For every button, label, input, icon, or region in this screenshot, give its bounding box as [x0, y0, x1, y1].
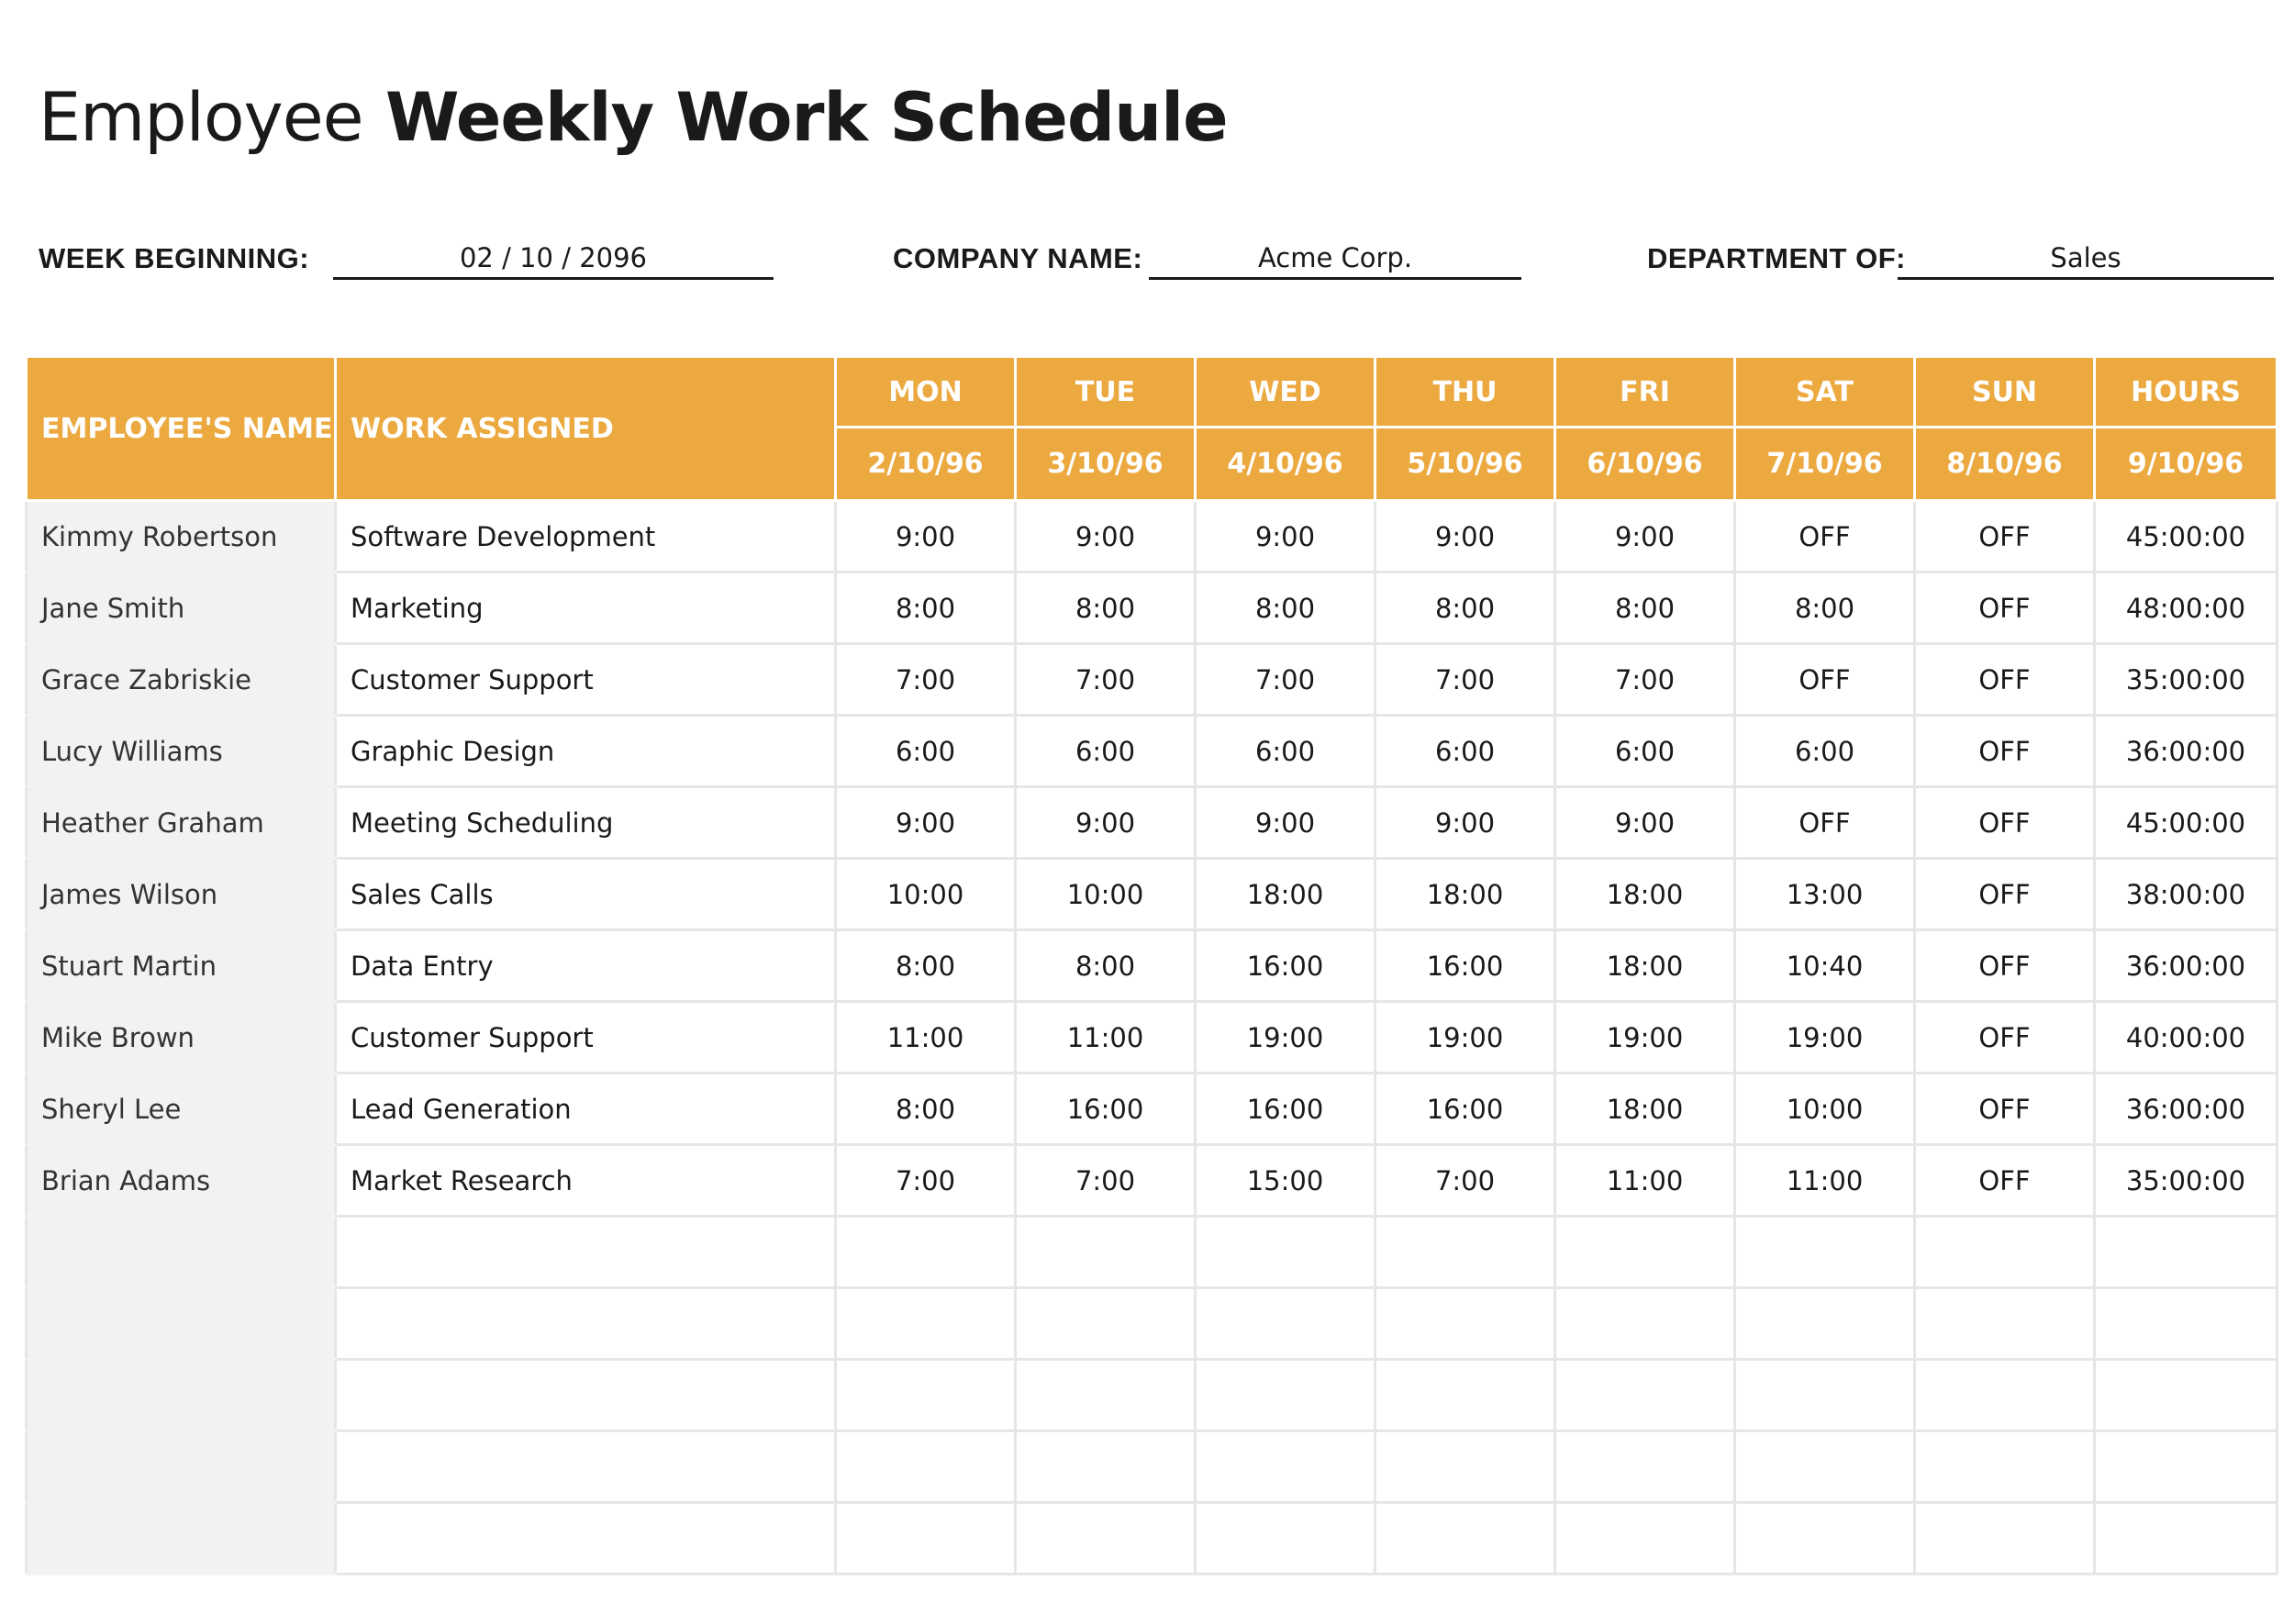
shift-cell[interactable]: 6:00	[836, 716, 1016, 787]
hours-cell[interactable]: 45:00:00	[2095, 787, 2277, 859]
header-day: MON	[836, 357, 1016, 428]
shift-cell[interactable]: OFF	[1915, 573, 2095, 644]
shift-cell[interactable]: OFF	[1915, 1145, 2095, 1217]
shift-cell[interactable]: 9:00	[1375, 787, 1555, 859]
shift-cell[interactable]: OFF	[1915, 1073, 2095, 1145]
shift-cell[interactable]: 6:00	[1196, 716, 1375, 787]
employee-name-cell[interactable]: Brian Adams	[27, 1145, 336, 1217]
shift-cell[interactable]: 8:00	[836, 1073, 1016, 1145]
table-row	[27, 1503, 2277, 1574]
shift-cell[interactable]: 9:00	[1555, 501, 1735, 573]
employee-name-cell[interactable]: Mike Brown	[27, 1002, 336, 1073]
shift-cell[interactable]: 16:00	[1375, 1073, 1555, 1145]
shift-cell[interactable]: 8:00	[1555, 573, 1735, 644]
header-date: 9/10/96	[2095, 428, 2277, 501]
shift-cell[interactable]: 7:00	[1375, 1145, 1555, 1217]
shift-cell[interactable]: OFF	[1915, 644, 2095, 716]
employee-name-cell[interactable]: James Wilson	[27, 859, 336, 930]
shift-cell[interactable]: 11:00	[1016, 1002, 1196, 1073]
week-beginning-label: WEEK BEGINNING:	[39, 242, 310, 274]
shift-cell[interactable]	[1555, 1503, 1735, 1574]
shift-cell[interactable]	[1915, 1431, 2095, 1503]
employee-name-cell[interactable]: Sheryl Lee	[27, 1073, 336, 1145]
shift-cell[interactable]: 16:00	[1375, 930, 1555, 1002]
header-employee-name: EMPLOYEE'S NAME	[27, 357, 336, 501]
shift-cell[interactable]: 6:00	[1735, 716, 1915, 787]
table-body	[27, 501, 2277, 1574]
shift-cell[interactable]: 7:00	[1375, 644, 1555, 716]
work-assigned-cell[interactable]	[336, 1217, 836, 1288]
work-assigned-cell[interactable]	[336, 1288, 836, 1360]
header-date: 5/10/96	[1375, 428, 1555, 501]
table-row	[27, 1360, 2277, 1431]
hours-cell[interactable]: 35:00:00	[2095, 644, 2277, 716]
shift-cell[interactable]: 6:00	[1555, 716, 1735, 787]
work-assigned-cell[interactable]: Lead Generation	[336, 1073, 836, 1145]
shift-cell[interactable]	[1915, 1288, 2095, 1360]
table-row	[27, 1002, 2277, 1073]
shift-cell[interactable]: 18:00	[1555, 859, 1735, 930]
hours-cell[interactable]	[2095, 1288, 2277, 1360]
hours-cell[interactable]: 35:00:00	[2095, 1145, 2277, 1217]
shift-cell[interactable]: 8:00	[1735, 573, 1915, 644]
shift-cell[interactable]: 7:00	[1016, 1145, 1196, 1217]
page-title	[39, 75, 1228, 161]
hours-cell[interactable]: 38:00:00	[2095, 859, 2277, 930]
shift-cell[interactable]	[1735, 1288, 1915, 1360]
header-date: 6/10/96	[1555, 428, 1735, 501]
shift-cell[interactable]: 18:00	[1375, 859, 1555, 930]
shift-cell[interactable]: 6:00	[1016, 716, 1196, 787]
shift-cell[interactable]	[836, 1217, 1016, 1288]
shift-cell[interactable]	[1555, 1360, 1735, 1431]
shift-cell[interactable]: 18:00	[1196, 859, 1375, 930]
work-assigned-cell[interactable]: Meeting Scheduling	[336, 787, 836, 859]
shift-cell[interactable]: OFF	[1915, 1002, 2095, 1073]
hours-cell[interactable]: 40:00:00	[2095, 1002, 2277, 1073]
shift-cell[interactable]: 18:00	[1555, 930, 1735, 1002]
shift-cell[interactable]	[1016, 1503, 1196, 1574]
header-row-days	[27, 357, 2277, 428]
header-day: TUE	[1016, 357, 1196, 428]
shift-cell[interactable]: OFF	[1915, 501, 2095, 573]
shift-cell[interactable]: 11:00	[1735, 1145, 1915, 1217]
table-row	[27, 716, 2277, 787]
title-bold: Weekly Work Schedule	[384, 79, 1228, 157]
shift-cell[interactable]	[836, 1288, 1016, 1360]
header-day: FRI	[1555, 357, 1735, 428]
hours-cell[interactable]: 45:00:00	[2095, 501, 2277, 573]
hours-cell[interactable]	[2095, 1217, 2277, 1288]
shift-cell[interactable]: 15:00	[1196, 1145, 1375, 1217]
table-row	[27, 501, 2277, 573]
shift-cell[interactable]: 8:00	[836, 573, 1016, 644]
shift-cell[interactable]: 16:00	[1196, 930, 1375, 1002]
shift-cell[interactable]	[1375, 1503, 1555, 1574]
shift-cell[interactable]	[1915, 1217, 2095, 1288]
shift-cell[interactable]: 9:00	[1196, 501, 1375, 573]
shift-cell[interactable]: OFF	[1735, 644, 1915, 716]
work-assigned-cell[interactable]: Software Development	[336, 501, 836, 573]
shift-cell[interactable]: 8:00	[1016, 573, 1196, 644]
employee-name-cell[interactable]	[27, 1360, 336, 1431]
table-row	[27, 644, 2277, 716]
shift-cell[interactable]	[1375, 1288, 1555, 1360]
shift-cell[interactable]: 19:00	[1735, 1002, 1915, 1073]
hours-cell[interactable]	[2095, 1431, 2277, 1503]
shift-cell[interactable]: 16:00	[1196, 1073, 1375, 1145]
shift-cell[interactable]: 16:00	[1016, 1073, 1196, 1145]
header-date: 3/10/96	[1016, 428, 1196, 501]
table-row	[27, 1145, 2277, 1217]
work-assigned-cell[interactable]	[336, 1503, 836, 1574]
hours-cell[interactable]: 36:00:00	[2095, 930, 2277, 1002]
shift-cell[interactable]	[1016, 1431, 1196, 1503]
shift-cell[interactable]: 10:00	[1735, 1073, 1915, 1145]
shift-cell[interactable]	[1375, 1217, 1555, 1288]
shift-cell[interactable]	[1375, 1431, 1555, 1503]
shift-cell[interactable]: OFF	[1915, 787, 2095, 859]
schedule-table	[25, 355, 2278, 1575]
shift-cell[interactable]: 10:40	[1735, 930, 1915, 1002]
shift-cell[interactable]: OFF	[1915, 859, 2095, 930]
header-hours: HOURS	[2095, 357, 2277, 428]
week-beginning-field[interactable]: 02 / 10 / 2096	[333, 239, 774, 280]
hours-cell[interactable]	[2095, 1503, 2277, 1574]
shift-cell[interactable]: OFF	[1915, 716, 2095, 787]
shift-cell[interactable]: 10:00	[836, 859, 1016, 930]
employee-name-cell[interactable]: Grace Zabriskie	[27, 644, 336, 716]
shift-cell[interactable]: 9:00	[1016, 501, 1196, 573]
work-assigned-cell[interactable]: Data Entry	[336, 930, 836, 1002]
table-row	[27, 1073, 2277, 1145]
work-assigned-cell[interactable]	[336, 1360, 836, 1431]
header-date: 2/10/96	[836, 428, 1016, 501]
table-row	[27, 930, 2277, 1002]
shift-cell[interactable]: 19:00	[1375, 1002, 1555, 1073]
shift-cell[interactable]: 19:00	[1555, 1002, 1735, 1073]
employee-name-cell[interactable]: Stuart Martin	[27, 930, 336, 1002]
hours-cell[interactable]	[2095, 1360, 2277, 1431]
work-assigned-cell[interactable]: Marketing	[336, 573, 836, 644]
employee-name-cell[interactable]	[27, 1503, 336, 1574]
table-row	[27, 787, 2277, 859]
shift-cell[interactable]: 18:00	[1555, 1073, 1735, 1145]
header-date: 8/10/96	[1915, 428, 2095, 501]
shift-cell[interactable]: 7:00	[836, 644, 1016, 716]
shift-cell[interactable]	[836, 1503, 1016, 1574]
shift-cell[interactable]: 9:00	[1375, 501, 1555, 573]
shift-cell[interactable]: 9:00	[1016, 787, 1196, 859]
header-day: SUN	[1915, 357, 2095, 428]
shift-cell[interactable]	[1016, 1217, 1196, 1288]
shift-cell[interactable]	[1016, 1360, 1196, 1431]
shift-cell[interactable]	[1735, 1503, 1915, 1574]
company-name-field[interactable]: Acme Corp.	[1149, 239, 1521, 280]
shift-cell[interactable]: 8:00	[1016, 930, 1196, 1002]
company-name-label: COMPANY NAME:	[893, 242, 1143, 274]
shift-cell[interactable]: 13:00	[1735, 859, 1915, 930]
shift-cell[interactable]: 10:00	[1016, 859, 1196, 930]
shift-cell[interactable]	[836, 1360, 1016, 1431]
shift-cell[interactable]: 7:00	[836, 1145, 1016, 1217]
work-assigned-cell[interactable]: Market Research	[336, 1145, 836, 1217]
shift-cell[interactable]: OFF	[1915, 930, 2095, 1002]
shift-cell[interactable]: 11:00	[1555, 1145, 1735, 1217]
shift-cell[interactable]	[1196, 1217, 1375, 1288]
table-row	[27, 1431, 2277, 1503]
shift-cell[interactable]: 9:00	[1196, 787, 1375, 859]
shift-cell[interactable]	[1735, 1431, 1915, 1503]
shift-cell[interactable]: 9:00	[836, 787, 1016, 859]
table-row	[27, 573, 2277, 644]
shift-cell[interactable]: 7:00	[1016, 644, 1196, 716]
work-assigned-cell[interactable]	[336, 1431, 836, 1503]
employee-name-cell[interactable]	[27, 1431, 336, 1503]
shift-cell[interactable]: 9:00	[836, 501, 1016, 573]
work-assigned-cell[interactable]: Sales Calls	[336, 859, 836, 930]
work-assigned-cell[interactable]: Customer Support	[336, 1002, 836, 1073]
header-day: SAT	[1735, 357, 1915, 428]
shift-cell[interactable]: 19:00	[1196, 1002, 1375, 1073]
table-row	[27, 859, 2277, 930]
shift-cell[interactable]	[1016, 1288, 1196, 1360]
employee-name-cell[interactable]: Lucy Williams	[27, 716, 336, 787]
header-day: WED	[1196, 357, 1375, 428]
employee-name-cell[interactable]: Kimmy Robertson	[27, 501, 336, 573]
shift-cell[interactable]: 8:00	[1375, 573, 1555, 644]
hours-cell[interactable]: 36:00:00	[2095, 716, 2277, 787]
shift-cell[interactable]	[1196, 1288, 1375, 1360]
shift-cell[interactable]	[836, 1431, 1016, 1503]
shift-cell[interactable]: 6:00	[1375, 716, 1555, 787]
header-work-assigned: WORK ASSIGNED	[336, 357, 836, 501]
table-row	[27, 1288, 2277, 1360]
employee-name-cell[interactable]: Jane Smith	[27, 573, 336, 644]
shift-cell[interactable]	[1735, 1360, 1915, 1431]
header-date: 4/10/96	[1196, 428, 1375, 501]
employee-name-cell[interactable]: Heather Graham	[27, 787, 336, 859]
shift-cell[interactable]	[1196, 1360, 1375, 1431]
employee-name-cell[interactable]	[27, 1288, 336, 1360]
department-label: DEPARTMENT OF:	[1647, 242, 1906, 274]
header-date: 7/10/96	[1735, 428, 1915, 501]
table-row	[27, 1217, 2277, 1288]
shift-cell[interactable]: 9:00	[1555, 787, 1735, 859]
shift-cell[interactable]	[1196, 1431, 1375, 1503]
shift-cell[interactable]: OFF	[1735, 787, 1915, 859]
work-assigned-cell[interactable]: Customer Support	[336, 644, 836, 716]
header-day: THU	[1375, 357, 1555, 428]
shift-cell[interactable]	[1555, 1217, 1735, 1288]
work-assigned-cell[interactable]: Graphic Design	[336, 716, 836, 787]
employee-name-cell[interactable]	[27, 1217, 336, 1288]
hours-cell[interactable]: 36:00:00	[2095, 1073, 2277, 1145]
shift-cell[interactable]	[1555, 1431, 1735, 1503]
hours-cell[interactable]: 48:00:00	[2095, 573, 2277, 644]
shift-cell[interactable]	[1375, 1360, 1555, 1431]
shift-cell[interactable]: 7:00	[1196, 644, 1375, 716]
department-field[interactable]: Sales	[1898, 239, 2274, 280]
shift-cell[interactable]: 11:00	[836, 1002, 1016, 1073]
title-light: Employee	[39, 79, 363, 157]
shift-cell[interactable]: 7:00	[1555, 644, 1735, 716]
shift-cell[interactable]	[1735, 1217, 1915, 1288]
shift-cell[interactable]	[1915, 1503, 2095, 1574]
shift-cell[interactable]	[1915, 1360, 2095, 1431]
shift-cell[interactable]	[1555, 1288, 1735, 1360]
shift-cell[interactable]: OFF	[1735, 501, 1915, 573]
table-header	[27, 357, 2277, 501]
shift-cell[interactable]	[1196, 1503, 1375, 1574]
shift-cell[interactable]: 8:00	[836, 930, 1016, 1002]
shift-cell[interactable]: 8:00	[1196, 573, 1375, 644]
